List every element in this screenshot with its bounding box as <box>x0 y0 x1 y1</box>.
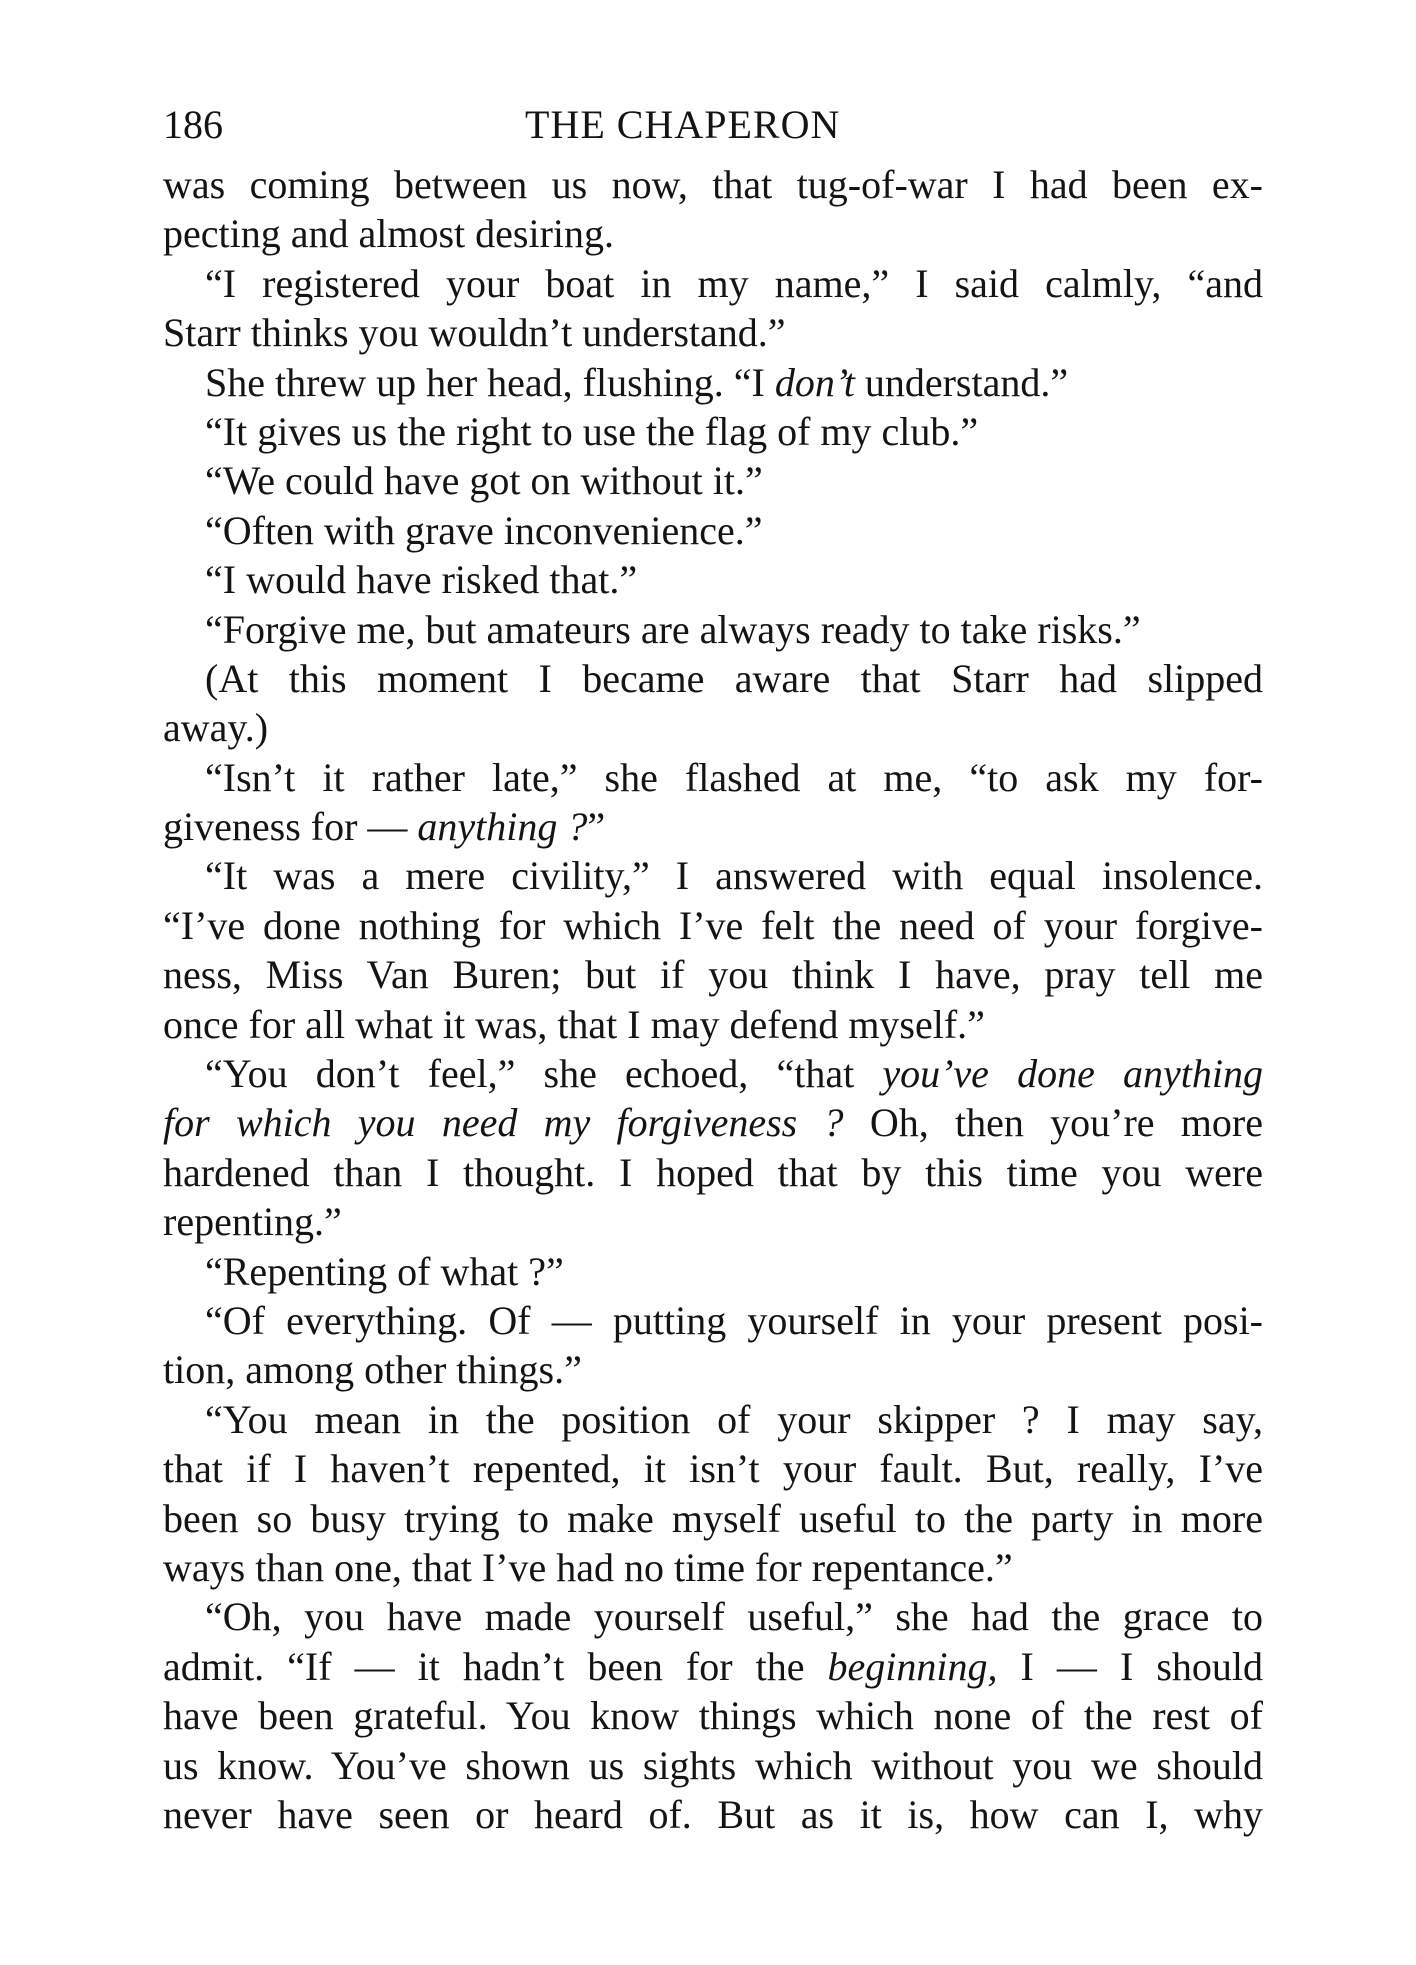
text-line <box>163 456 1263 505</box>
page-header <box>163 100 1263 160</box>
text-line <box>163 1494 1263 1543</box>
text-run: “You mean in the position of your skipper ? I may say, <box>205 1396 1263 1442</box>
text-line <box>163 753 1263 802</box>
text-line <box>163 1296 1263 1345</box>
text-line <box>163 703 1263 752</box>
text-line <box>163 160 1263 209</box>
text-line <box>163 1395 1263 1444</box>
text-run: “We could have got on without it.” <box>205 458 763 504</box>
text-line <box>163 358 1263 407</box>
text-line <box>163 1148 1263 1197</box>
italic-text-run: don’t <box>774 359 855 405</box>
text-run: that if I haven’t repented, it isn’t your fault. But, really, I’ve <box>163 1446 1263 1492</box>
text-line <box>163 1642 1263 1691</box>
text-run: “You don’t feel,” she echoed, “that <box>205 1051 883 1097</box>
text-line <box>163 1741 1263 1790</box>
text-run: never have seen or heard of. But as it is, how can I, why <box>163 1791 1263 1837</box>
text-line <box>163 654 1263 703</box>
text-run: “Oh, you have made yourself useful,” she had the grace to <box>205 1594 1263 1640</box>
text-run: was coming between us now, that tug-of-war I had been ex- <box>163 162 1263 207</box>
text-run: repenting.” <box>163 1199 342 1245</box>
text-line <box>163 950 1263 999</box>
text-run: hardened than I thought. I hoped that by this time you were <box>163 1149 1263 1195</box>
running-title: THE CHAPERON <box>525 102 841 147</box>
text-run: have been grateful. You know things which none of the rest of <box>163 1693 1263 1739</box>
text-line <box>163 1691 1263 1740</box>
text-line <box>163 555 1263 604</box>
italic-text-run: anything ? <box>417 804 588 850</box>
text-line <box>163 901 1263 950</box>
text-line <box>163 605 1263 654</box>
text-line <box>163 1592 1263 1641</box>
text-run: ” <box>587 804 606 850</box>
text-line <box>163 1197 1263 1246</box>
text-run: been so busy trying to make myself useful to the party in more <box>163 1495 1263 1541</box>
text-line <box>163 1543 1263 1592</box>
text-run: tion, among other things.” <box>163 1347 582 1393</box>
text-line <box>163 1247 1263 1296</box>
text-run: Starr thinks you wouldn’t understand.” <box>163 310 786 356</box>
text-line <box>163 209 1263 258</box>
text-run: “Of everything. Of — putting yourself in your present posi- <box>205 1297 1263 1343</box>
text-run: understand.” <box>854 359 1069 405</box>
text-run: I — I should <box>997 1643 1263 1689</box>
body-text <box>163 160 1263 1839</box>
text-run: “Repenting of what ?” <box>205 1248 564 1294</box>
italic-text-run: for which you need my forgiveness ? <box>163 1100 844 1146</box>
text-run: “Often with grave inconvenience.” <box>205 507 763 553</box>
text-line <box>163 1444 1263 1493</box>
text-line <box>163 407 1263 456</box>
text-run: Oh, then you’re more <box>843 1100 1263 1146</box>
text-run: once for all what it was, that I may defend myself.” <box>163 1001 985 1047</box>
text-run: pecting and almost desiring. <box>163 211 615 257</box>
text-run: “I would have risked that.” <box>205 557 638 603</box>
text-line <box>163 802 1263 851</box>
text-run: ness, Miss Van Buren; but if you think I have, pray tell me <box>163 952 1263 998</box>
text-run: (At this moment I became aware that Starr had slipped <box>205 655 1263 701</box>
text-line <box>163 1345 1263 1394</box>
text-run: giveness for — <box>163 804 418 850</box>
italic-text-run: beginning, <box>827 1643 998 1689</box>
text-run: “I’ve done nothing for which I’ve felt the need of your forgive- <box>163 902 1263 948</box>
text-run: ways than one, that I’ve had no time for repentance.” <box>163 1544 1013 1590</box>
page-number: 186 <box>163 102 223 147</box>
text-line <box>163 259 1263 308</box>
text-run: “Forgive me, but amateurs are always ready to take risks.” <box>205 606 1141 652</box>
text-run: “I registered your boat in my name,” I said calmly, “and <box>205 260 1263 306</box>
text-line <box>163 506 1263 555</box>
text-run: “It gives us the right to use the flag of my club.” <box>205 408 979 454</box>
text-run: “Isn’t it rather late,” she flashed at me, “to ask my for- <box>205 754 1263 800</box>
text-line <box>163 1000 1263 1049</box>
text-line <box>163 1049 1263 1098</box>
text-line <box>163 851 1263 900</box>
text-run: “It was a mere civility,” I answered with equal insolence. <box>205 853 1263 899</box>
text-run: admit. “If — it hadn’t been for the <box>163 1643 828 1689</box>
text-run: She threw up her head, flushing. “I <box>205 359 775 405</box>
italic-text-run: you’ve done anything <box>882 1051 1263 1097</box>
text-run: us know. You’ve shown us sights which without you we should <box>163 1742 1263 1788</box>
text-line <box>163 1098 1263 1147</box>
text-line <box>163 308 1263 357</box>
text-line <box>163 1790 1263 1839</box>
text-run: away.) <box>163 705 269 751</box>
